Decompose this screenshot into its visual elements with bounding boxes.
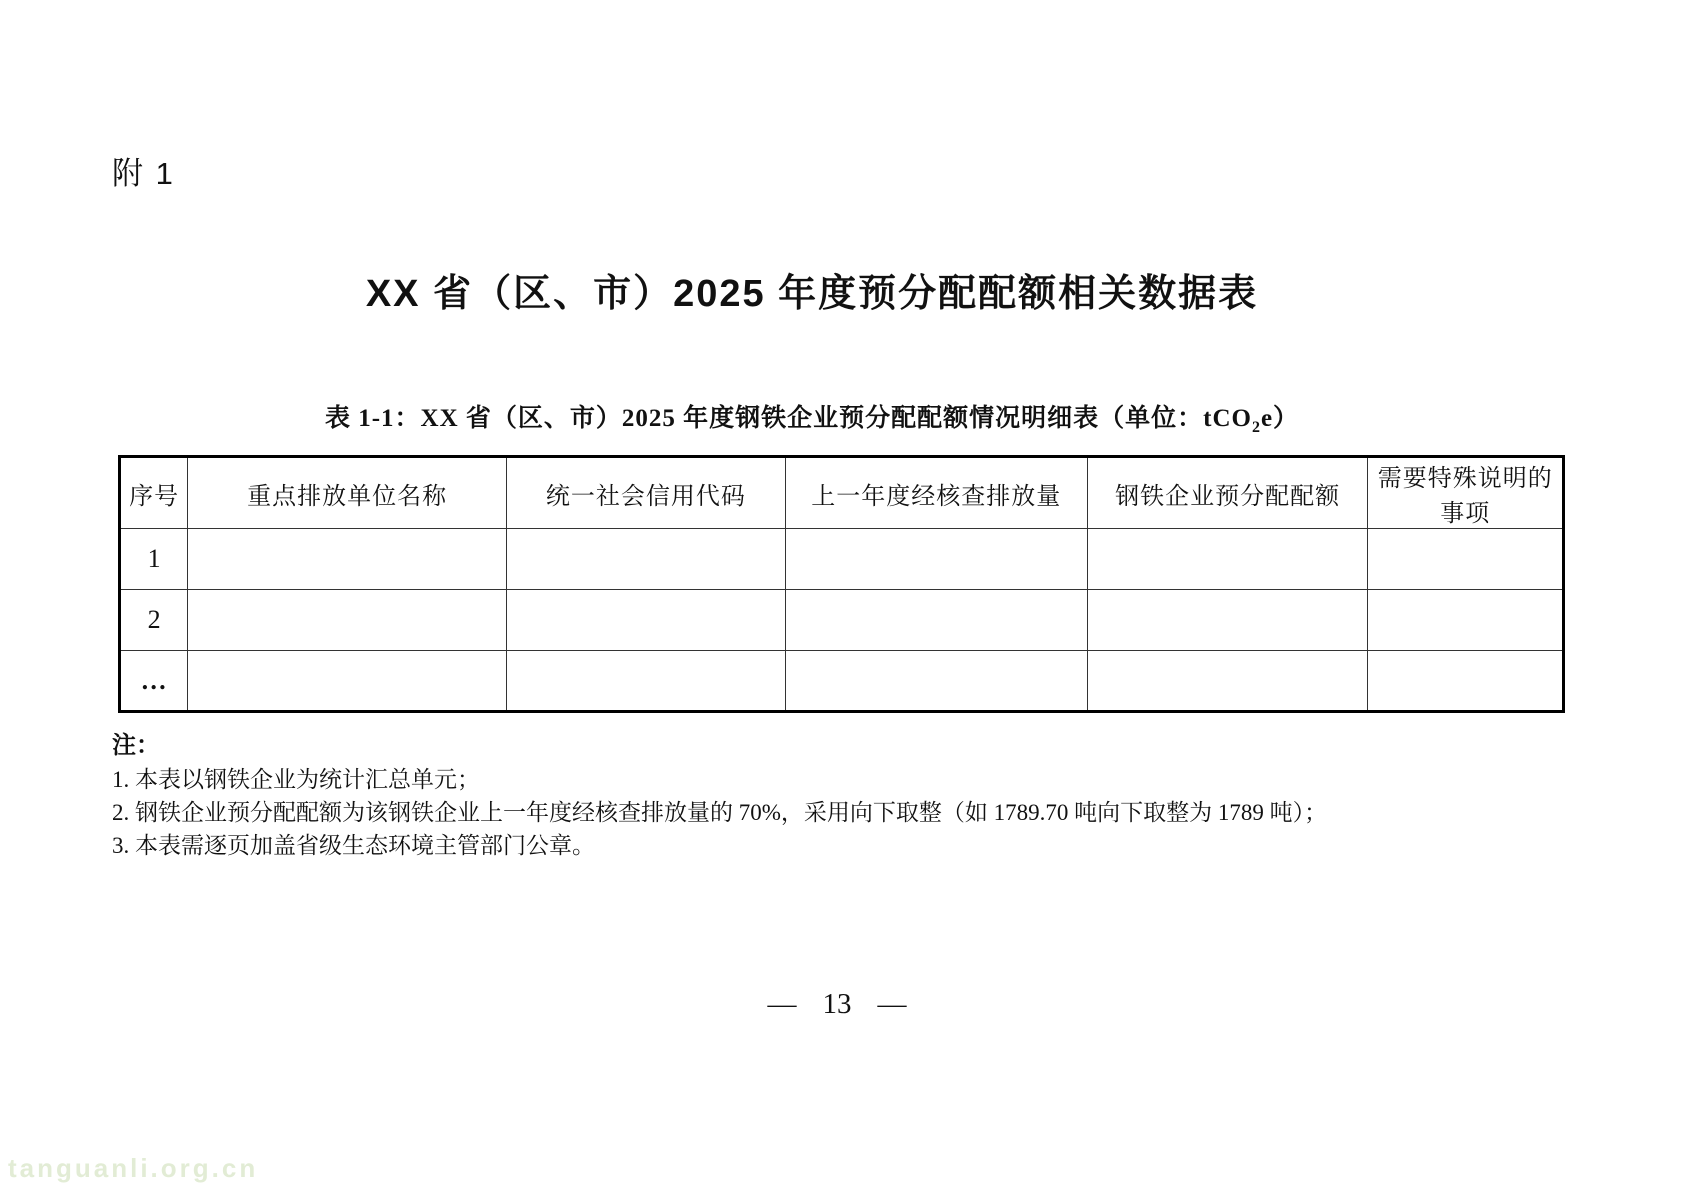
column-header-unit-name: 重点排放单位名称 (188, 457, 507, 529)
column-header-pre-allocation: 钢铁企业预分配配额 (1087, 457, 1368, 529)
attachment-label: 附 1 (112, 156, 175, 191)
note-item: 1. 本表以钢铁企业为统计汇总单元； (112, 767, 480, 792)
table-caption-subscript: 2 (1251, 419, 1261, 436)
table-cell (188, 590, 507, 651)
table-caption-suffix: e） (1260, 405, 1300, 432)
table-cell (1368, 651, 1564, 712)
table-cell (1087, 529, 1368, 590)
row-index-cell: 2 (120, 590, 188, 651)
footer-dash-right: — (877, 988, 907, 1020)
note-item: 2. 钢铁企业预分配配额为该钢铁企业上一年度经核查排放量的 70%，采用向下取整（如 1789.70 吨向下取整为 1789 吨）； (112, 800, 1328, 825)
table-cell (188, 529, 507, 590)
table-row (120, 590, 1564, 651)
column-header-verified-emissions: 上一年度经核查排放量 (785, 457, 1087, 529)
table-cell (785, 651, 1087, 712)
column-header-special-notes: 需要特殊说明的事项 (1368, 457, 1564, 529)
table-cell (1368, 590, 1564, 651)
watermark: tanguanli.org.cn (8, 1153, 259, 1183)
table-cell (1087, 590, 1368, 651)
table-cell (1087, 651, 1368, 712)
table-cell (785, 590, 1087, 651)
table-cell (188, 651, 507, 712)
page-number: 13 (822, 988, 852, 1020)
data-table (118, 455, 1565, 713)
table-cell (785, 529, 1087, 590)
table-row (120, 529, 1564, 590)
footer-dash-left: — (767, 988, 797, 1020)
note-item: 3. 本表需逐页加盖省级生态环境主管部门公章。 (112, 833, 595, 858)
table-caption-text: 表 1-1：XX 省（区、市）2025 年度钢铁企业预分配配额情况明细表（单位：tCO (324, 405, 1252, 432)
table-row (120, 651, 1564, 712)
page-footer (112, 988, 1562, 1021)
table-cell (507, 651, 786, 712)
table-caption (112, 398, 1512, 437)
row-index-cell: 1 (120, 529, 188, 590)
column-header-credit-code: 统一社会信用代码 (507, 457, 786, 529)
notes-label: 注： (112, 733, 160, 759)
table-header-row (120, 457, 1564, 529)
table-cell (1368, 529, 1564, 590)
notes-section (112, 730, 1562, 862)
page-title: XX 省（区、市）2025 年度预分配配额相关数据表 (365, 273, 1259, 315)
table-cell (507, 529, 786, 590)
row-index-cell: … (120, 651, 188, 712)
table-cell (507, 590, 786, 651)
column-header-index: 序号 (120, 457, 188, 529)
allocation-data-table (118, 455, 1565, 713)
